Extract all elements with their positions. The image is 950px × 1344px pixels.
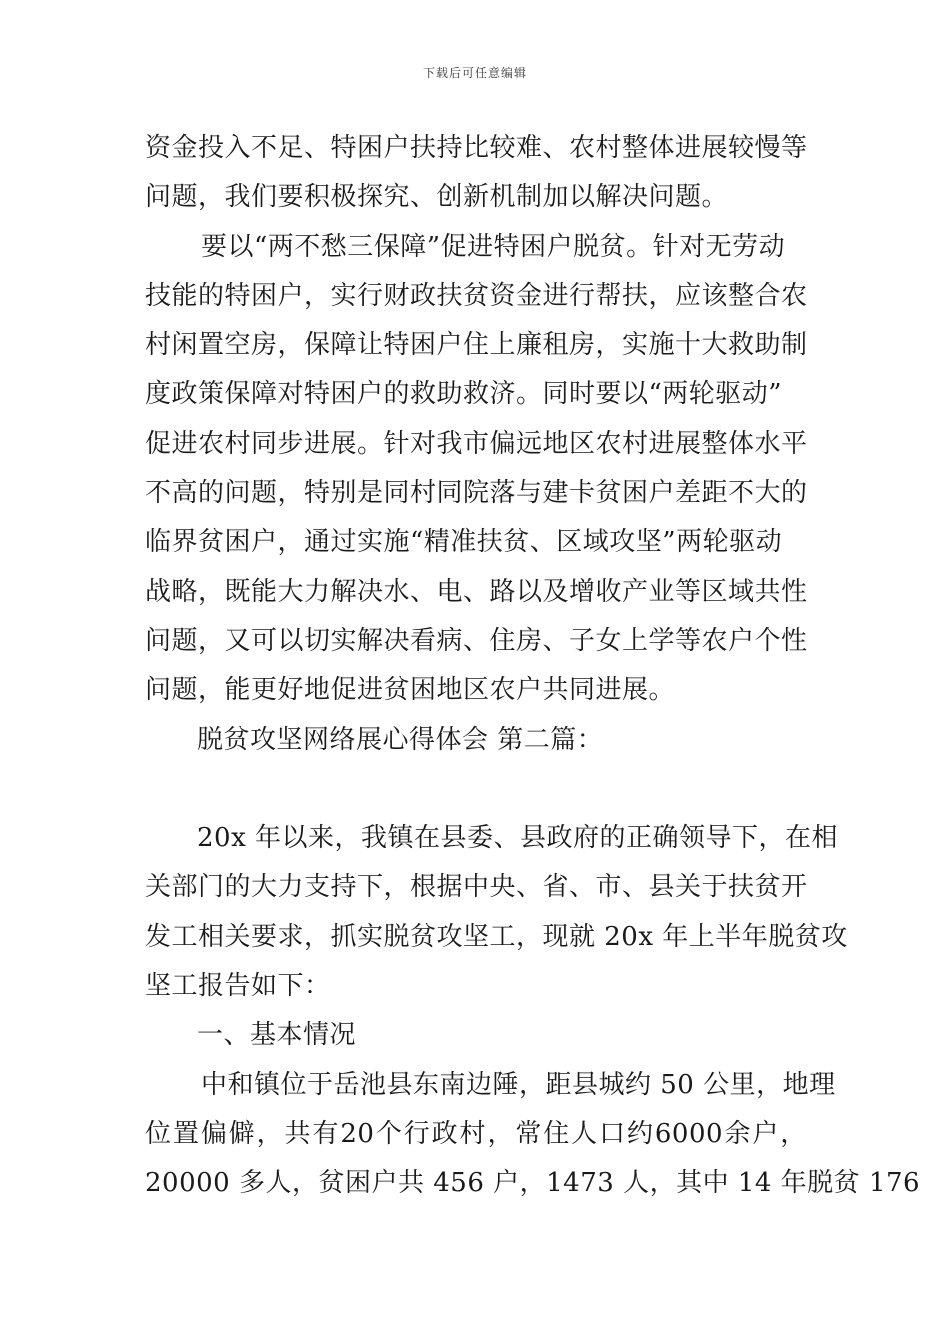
text-segment: ， — [487, 1118, 514, 1149]
text-segment: 人 — [571, 1118, 598, 1149]
text-line: 资金投入不足、特困户扶持比较难、农村整体进展较慢等 — [145, 133, 808, 163]
subsection-heading: 一、基本情况 — [197, 1020, 357, 1051]
blank-line — [145, 765, 807, 814]
text-segment: 有 — [312, 1118, 339, 1149]
text-segment: 村 — [459, 1118, 487, 1149]
section-heading: 脱贫攻坚网络展心得体会 第二篇： — [197, 724, 604, 755]
paragraph-start-line: 要以“两不愁三保障”促进特困户脱贫。针对无劳动 — [201, 231, 786, 262]
text-line: 发工相关要求，抓实脱贫攻坚工，现就 20x 年上半年脱贫攻 — [145, 921, 848, 952]
text-line: 度政策保障对特困户的救助救济。同时要以“两轮驱动” — [145, 379, 783, 410]
text-segment: 位 — [145, 1118, 172, 1149]
text-segment: ， — [256, 1118, 284, 1149]
text-line: 促进农村同步进展。针对我市偏远地区农村进展整体水平 — [145, 428, 808, 459]
text-segment: 僻 — [228, 1118, 256, 1149]
text-segment: 政 — [431, 1118, 459, 1149]
document-body — [145, 124, 921, 1209]
text-segment: 住 — [543, 1118, 570, 1149]
text-line: 技能的特困户，实行财政扶贫资金进行帮扶，应该整合农 — [145, 280, 808, 311]
text-segment: 户 — [752, 1118, 779, 1149]
text-line: 关部门的大力支持下，根据中央、省、市、县关于扶贫开 — [145, 872, 808, 903]
text-line: 20000 多人，贫困户共 456 户，1473 人，其中 14 年脱贫 176 — [145, 1168, 921, 1199]
text-segment: 余 — [724, 1118, 751, 1149]
text-segment: 口 — [599, 1118, 626, 1149]
paragraph-start-line: 20x 年以来，我镇在县委、县政府的正确领导下，在相 — [197, 823, 839, 854]
text-segment: 约 — [626, 1118, 654, 1149]
text-line: 问题，能更好地促进贫困地区农户共同进展。 — [145, 675, 676, 706]
text-segment: 偏 — [200, 1118, 228, 1149]
text-line: 战略，既能大力解决水、电、路以及增收产业等区域共性 — [145, 576, 808, 607]
text-line: 坚工报告如下： — [145, 971, 331, 1002]
text-segment: 共 — [284, 1118, 312, 1149]
page-header-note: 下载后可任意编辑 — [422, 66, 527, 80]
text-segment: 行 — [403, 1118, 431, 1149]
text-segment: 个 — [375, 1118, 403, 1149]
justified-text-line — [145, 1110, 807, 1159]
text-line: 问题，又可以切实解决看病、住房、子女上学等农户个性 — [145, 625, 808, 656]
text-line: 临界贫困户，通过实施“精准扶贫、区域攻坚”两轮驱动 — [145, 527, 783, 558]
text-line: 村闲置空房，保障让特困户住上廉租房，实施十大救助制 — [145, 330, 808, 361]
text-line: 不高的问题，特别是同村同院落与建卡贫困户差距不大的 — [145, 478, 808, 509]
text-segment: ， — [780, 1118, 807, 1149]
text-segment: 常 — [515, 1118, 542, 1149]
text-line: 问题，我们要积极探究、创新机制加以解决问题。 — [145, 182, 729, 213]
paragraph-start-line: 中和镇位于岳池县东南边陲，距县城约 50 公里，地理 — [201, 1069, 836, 1100]
text-segment: 置 — [172, 1118, 200, 1149]
text-segment: 6000 — [654, 1118, 724, 1149]
text-segment: 20 — [340, 1118, 375, 1149]
